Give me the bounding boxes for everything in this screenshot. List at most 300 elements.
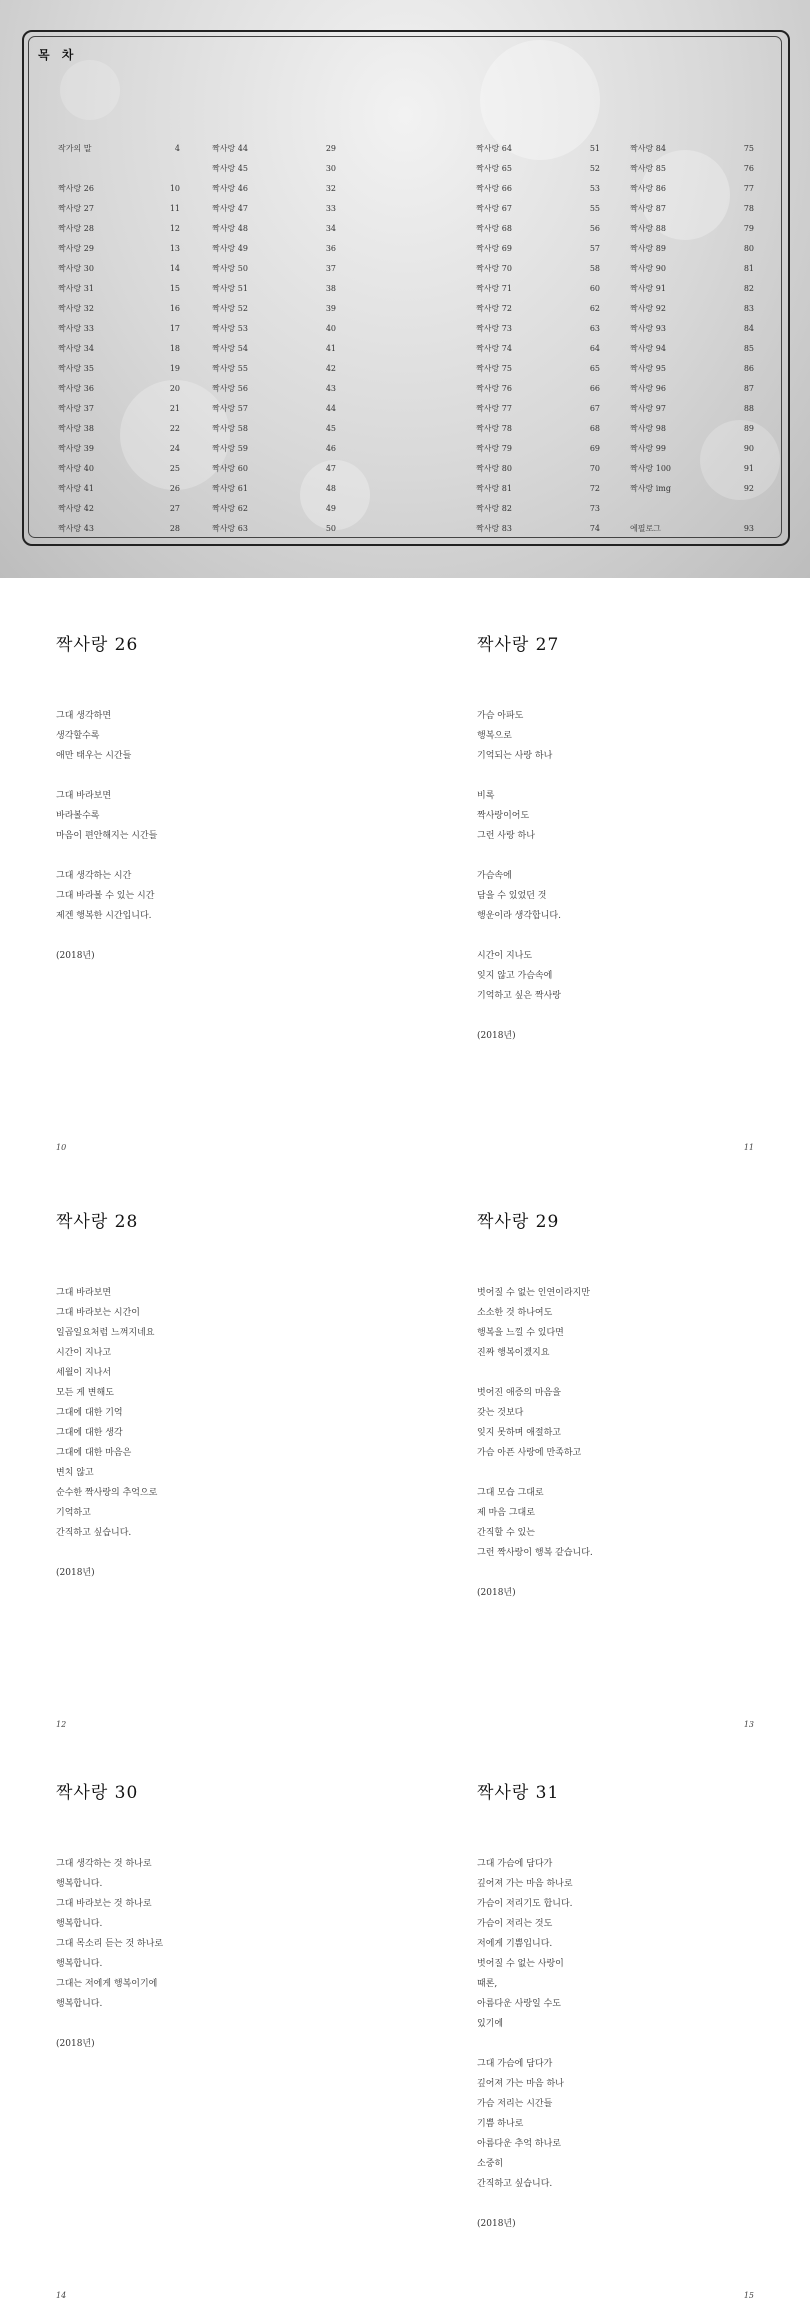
- stanza-break: [477, 766, 561, 786]
- toc-entry[interactable]: [476, 239, 600, 259]
- toc-entry[interactable]: [212, 399, 336, 419]
- toc-entry-page: 10: [169, 184, 180, 193]
- toc-entry-page: 49: [325, 504, 336, 513]
- toc-entry-title: 짝사랑 37: [58, 404, 94, 413]
- poem-line: 그대 바라볼 수 있는 시간: [56, 891, 155, 901]
- toc-entry-title: 짝사랑 98: [630, 424, 666, 433]
- toc-entry-page: 86: [743, 364, 754, 373]
- toc-entry-title: 짝사랑 60: [212, 464, 248, 473]
- toc-entry[interactable]: [212, 239, 336, 259]
- toc-entry-title: 짝사랑 61: [212, 484, 248, 493]
- toc-entry[interactable]: [58, 459, 180, 479]
- toc-entry-page: 12: [169, 224, 180, 233]
- toc-entry-page: 63: [589, 324, 600, 333]
- toc-entry[interactable]: [476, 519, 600, 539]
- toc-entry[interactable]: [476, 139, 600, 159]
- toc-entry[interactable]: [58, 279, 180, 299]
- toc-entry[interactable]: [476, 299, 600, 319]
- book-page: [0, 578, 405, 1152]
- toc-entry-title: 짝사랑 48: [212, 224, 248, 233]
- poem-line: 벗어질 수 없는 사랑이: [477, 1959, 564, 1969]
- stanza-break: [56, 2014, 163, 2034]
- toc-entry-page: 37: [325, 264, 336, 273]
- poem-line: 벗어질 수 없는 인연이라지만: [477, 1288, 590, 1298]
- toc-entry-page: 32: [325, 184, 336, 193]
- toc-entry-page: 75: [743, 144, 754, 153]
- poem-line: 그대에 대한 기억: [56, 1408, 123, 1418]
- toc-entry[interactable]: [476, 279, 600, 299]
- toc-entry[interactable]: [58, 339, 180, 359]
- toc-entry[interactable]: [476, 439, 600, 459]
- poem-line: (2018년): [477, 2219, 516, 2229]
- toc-entry-title: 짝사랑 85: [630, 164, 666, 173]
- toc-entry-title: 짝사랑 26: [58, 184, 94, 193]
- toc-entry[interactable]: [630, 299, 754, 319]
- toc-entry[interactable]: [476, 379, 600, 399]
- toc-entry-page: 70: [589, 464, 600, 473]
- toc-entry-title: 짝사랑 91: [630, 284, 666, 293]
- poem-line: 가슴 저리는 시간들: [477, 2099, 553, 2109]
- poem-line: 소소한 것 하나여도: [477, 1308, 553, 1318]
- toc-entry[interactable]: [212, 519, 336, 539]
- poem-title: 짝사랑 28: [56, 1212, 139, 1232]
- poem-line: 간직하고 싶습니다.: [477, 2179, 553, 2189]
- poem-line: (2018년): [56, 951, 95, 961]
- toc-entry-title: 짝사랑 44: [212, 144, 248, 153]
- stanza-break: [477, 926, 561, 946]
- toc-entry-title: 짝사랑 53: [212, 324, 248, 333]
- toc-entry[interactable]: [212, 419, 336, 439]
- toc-entry[interactable]: [212, 339, 336, 359]
- toc-entry-page: 25: [169, 464, 180, 473]
- poem-line: 깊어져 가는 마음 하나로: [477, 1879, 573, 1889]
- poem-title: 짝사랑 27: [477, 635, 560, 655]
- stanza-break: [56, 766, 157, 786]
- toc-entry-page: 83: [743, 304, 754, 313]
- toc-entry-page: 68: [589, 424, 600, 433]
- toc-entry-page: 67: [589, 404, 600, 413]
- toc-entry-page: 74: [589, 524, 600, 533]
- toc-column: [630, 139, 754, 539]
- toc-entry-title: 짝사랑 41: [58, 484, 94, 493]
- toc-entry-page: 19: [169, 364, 180, 373]
- toc-entry-title: 짝사랑 27: [58, 204, 94, 213]
- toc-entry-page: 20: [169, 384, 180, 393]
- toc-entry[interactable]: [58, 179, 180, 199]
- toc-entry[interactable]: [476, 339, 600, 359]
- poem-line: 그대에 대한 마음은: [56, 1448, 132, 1458]
- toc-entry[interactable]: [630, 319, 754, 339]
- book-page: [405, 1726, 810, 2300]
- poem-line: 저에게 기쁨입니다.: [477, 1939, 553, 1949]
- stanza-break: [477, 846, 561, 866]
- page-number: 10: [56, 1143, 67, 1152]
- toc-entry[interactable]: [630, 179, 754, 199]
- poem-line: 제 마음 그대로: [477, 1508, 535, 1518]
- book-page: [405, 578, 810, 1152]
- toc-entry-page: 53: [589, 184, 600, 193]
- toc-entry[interactable]: [476, 179, 600, 199]
- toc-entry[interactable]: [476, 159, 600, 179]
- toc-entry[interactable]: [630, 259, 754, 279]
- toc-entry-page: 50: [325, 524, 336, 533]
- toc-entry-title: 짝사랑 33: [58, 324, 94, 333]
- toc-entry-page: 91: [743, 464, 754, 473]
- toc-entry[interactable]: [212, 199, 336, 219]
- toc-entry-page: 30: [325, 164, 336, 173]
- toc-entry-page: 82: [743, 284, 754, 293]
- toc-entry-title: 짝사랑 50: [212, 264, 248, 273]
- toc-entry[interactable]: [58, 359, 180, 379]
- toc-entry-title: 짝사랑 83: [476, 524, 512, 533]
- toc-entry[interactable]: [58, 319, 180, 339]
- poem-line: 행복으로: [477, 731, 512, 741]
- poem-line: 행복합니다.: [56, 1879, 103, 1889]
- toc-entry-title: 짝사랑 79: [476, 444, 512, 453]
- toc-entry-title: 짝사랑 63: [212, 524, 248, 533]
- book-page: [0, 1155, 405, 1729]
- toc-entry[interactable]: [212, 279, 336, 299]
- toc-entry-title: 짝사랑 28: [58, 224, 94, 233]
- toc-entry[interactable]: [630, 339, 754, 359]
- toc-entry-title: 짝사랑 87: [630, 204, 666, 213]
- toc-entry[interactable]: [630, 219, 754, 239]
- toc-entry-page: 65: [589, 364, 600, 373]
- book-page: [405, 1155, 810, 1729]
- toc-entry-page: 42: [325, 364, 336, 373]
- poem-line: 소중히: [477, 2159, 504, 2169]
- poem-line: 시간이 지나고: [56, 1348, 112, 1358]
- toc-entry-page: 80: [743, 244, 754, 253]
- stanza-break: [477, 1463, 593, 1483]
- poem-line: 그대 바라보면: [56, 1288, 112, 1298]
- poem-body: [477, 1854, 573, 2234]
- toc-entry[interactable]: [58, 219, 180, 239]
- poem-line: 잊지 않고 가슴속에: [477, 971, 553, 981]
- toc-entry[interactable]: [630, 439, 754, 459]
- toc-entry-page: 90: [743, 444, 754, 453]
- poem-title: 짝사랑 29: [477, 1212, 560, 1232]
- toc-entry[interactable]: [58, 519, 180, 539]
- toc-entry-title: 짝사랑 38: [58, 424, 94, 433]
- poem-line: 가슴이 저리는 것도: [477, 1919, 553, 1929]
- toc-entry-page: 4: [174, 144, 180, 153]
- poem-line: 때론,: [477, 1979, 498, 1989]
- toc-entry-page: 73: [589, 504, 600, 513]
- poem-line: 그대 생각하면: [56, 711, 112, 721]
- toc-entry-page: 38: [325, 284, 336, 293]
- toc-entry-page: 51: [589, 144, 600, 153]
- poem-line: 모든 게 변해도: [56, 1388, 114, 1398]
- toc-entry-title: 짝사랑 img: [630, 484, 671, 493]
- toc-entry[interactable]: [212, 319, 336, 339]
- poem-line: 변치 않고: [56, 1468, 94, 1478]
- page-number: 11: [743, 1143, 754, 1152]
- toc-entry-title: 짝사랑 86: [630, 184, 666, 193]
- toc-entry-page: 77: [743, 184, 754, 193]
- toc-entry-page: 45: [325, 424, 336, 433]
- toc-entry[interactable]: [58, 419, 180, 439]
- poem-line: 갖는 것보다: [477, 1408, 524, 1418]
- toc-entry-title: 짝사랑 51: [212, 284, 248, 293]
- poem-line: 그대에 대한 생각: [56, 1428, 123, 1438]
- toc-entry-title: 짝사랑 59: [212, 444, 248, 453]
- toc-entry-title: 짝사랑 47: [212, 204, 248, 213]
- toc-entry[interactable]: [212, 359, 336, 379]
- poem-line: 행복을 느낄 수 있다면: [477, 1328, 564, 1338]
- toc-entry[interactable]: [212, 219, 336, 239]
- poem-line: 생각할수록: [56, 731, 100, 741]
- toc-entry-page: 66: [589, 384, 600, 393]
- toc-entry-title: 짝사랑 36: [58, 384, 94, 393]
- poem-line: 짝사랑이어도: [477, 811, 530, 821]
- poem-line: 기억하고 싶은 짝사랑: [477, 991, 561, 1001]
- toc-entry[interactable]: [476, 219, 600, 239]
- toc-entry[interactable]: [476, 359, 600, 379]
- poem-line: 그런 짝사랑이 행복 같습니다.: [477, 1548, 593, 1558]
- toc-entry-title: 짝사랑 89: [630, 244, 666, 253]
- poem-line: 간직하고 싶습니다.: [56, 1528, 132, 1538]
- toc-entry-page: 16: [169, 304, 180, 313]
- toc-entry-page: 26: [169, 484, 180, 493]
- toc-entry-page: 60: [589, 284, 600, 293]
- poem-body: [56, 1283, 157, 1583]
- stanza-break: [477, 2034, 573, 2054]
- toc-entry-page: 29: [325, 144, 336, 153]
- toc-entry-page: 17: [169, 324, 180, 333]
- toc-entry-title: 에필로그: [630, 524, 661, 533]
- poem-line: 기억하고: [56, 1508, 91, 1518]
- poem-body: [56, 706, 157, 966]
- toc-entry-title: 짝사랑 55: [212, 364, 248, 373]
- toc-entry[interactable]: [58, 139, 180, 159]
- toc-entry-page: 76: [743, 164, 754, 173]
- toc-entry-title: 짝사랑 72: [476, 304, 512, 313]
- poem-line: 시간이 지나도: [477, 951, 533, 961]
- toc-entry[interactable]: [476, 319, 600, 339]
- toc-entry-page: 15: [169, 284, 180, 293]
- toc-entry-page: 57: [589, 244, 600, 253]
- toc-entry-title: 짝사랑 67: [476, 204, 512, 213]
- toc-entry-page: 69: [589, 444, 600, 453]
- toc-entry-title: 짝사랑 88: [630, 224, 666, 233]
- poem-line: 담을 수 있었던 것: [477, 891, 547, 901]
- toc-entry[interactable]: [212, 299, 336, 319]
- toc-column: [476, 139, 600, 539]
- page-number: 14: [56, 2291, 67, 2300]
- toc-entry[interactable]: [476, 479, 600, 499]
- toc-entry[interactable]: [58, 239, 180, 259]
- stanza-break: [477, 1006, 561, 1026]
- toc-entry-title: 짝사랑 82: [476, 504, 512, 513]
- poem-line: 행복합니다.: [56, 1959, 103, 1969]
- toc-entry[interactable]: [58, 439, 180, 459]
- toc-entry-page: 36: [325, 244, 336, 253]
- toc-entry[interactable]: [630, 519, 754, 539]
- toc-entry[interactable]: [212, 179, 336, 199]
- toc-entry-page: 43: [325, 384, 336, 393]
- toc-entry-title: 짝사랑 73: [476, 324, 512, 333]
- toc-entry[interactable]: [212, 439, 336, 459]
- toc-entry[interactable]: [630, 419, 754, 439]
- toc-entry[interactable]: [58, 399, 180, 419]
- toc-entry[interactable]: [630, 239, 754, 259]
- stanza-break: [477, 1563, 593, 1583]
- toc-entry-page: 40: [325, 324, 336, 333]
- toc-entry-title: 짝사랑 77: [476, 404, 512, 413]
- toc-entry-title: 짝사랑 56: [212, 384, 248, 393]
- toc-entry-page: 48: [325, 484, 336, 493]
- toc-entry-title: 짝사랑 76: [476, 384, 512, 393]
- toc-entry-title: 짝사랑 35: [58, 364, 94, 373]
- toc-entry[interactable]: [212, 499, 336, 519]
- poem-line: 일곱일요처럼 느껴지네요: [56, 1328, 155, 1338]
- toc-entry[interactable]: [476, 459, 600, 479]
- poem-line: 그대 생각하는 것 하나로: [56, 1859, 152, 1869]
- poem-line: 그대는 저에게 행복이기에: [56, 1979, 158, 1989]
- toc-entry-title: 짝사랑 78: [476, 424, 512, 433]
- toc-entry-page: 88: [743, 404, 754, 413]
- toc-entry-page: 46: [325, 444, 336, 453]
- toc-entry-page: 84: [743, 324, 754, 333]
- toc-entry-title: 짝사랑 70: [476, 264, 512, 273]
- poem-line: 제겐 행복한 시간입니다.: [56, 911, 152, 921]
- toc-entry[interactable]: [212, 159, 336, 179]
- toc-entry-title: 짝사랑 45: [212, 164, 248, 173]
- toc-entry-page: 27: [169, 504, 180, 513]
- toc-entry[interactable]: [630, 199, 754, 219]
- table-of-contents-banner: [0, 0, 810, 578]
- toc-entry[interactable]: [630, 139, 754, 159]
- poem-line: 그대 가슴에 담다가: [477, 2059, 553, 2069]
- poem-line: (2018년): [56, 1568, 95, 1578]
- toc-entry[interactable]: [630, 399, 754, 419]
- toc-entry[interactable]: [630, 459, 754, 479]
- toc-entry[interactable]: [212, 259, 336, 279]
- toc-entry-title: 짝사랑 95: [630, 364, 666, 373]
- toc-entry[interactable]: [58, 379, 180, 399]
- toc-entry[interactable]: [58, 479, 180, 499]
- toc-entry-title: 짝사랑 54: [212, 344, 248, 353]
- toc-entry-title: 짝사랑 96: [630, 384, 666, 393]
- toc-entry[interactable]: [476, 499, 600, 519]
- toc-entry-page: 33: [325, 204, 336, 213]
- toc-entry-page: 13: [169, 244, 180, 253]
- toc-entry-page: 56: [589, 224, 600, 233]
- poem-line: 세월이 지나서: [56, 1368, 112, 1378]
- toc-entry-title: 짝사랑 75: [476, 364, 512, 373]
- poem-line: 깊어져 가는 마음 하나: [477, 2079, 564, 2089]
- poem-line: 가슴속에: [477, 871, 512, 881]
- poem-line: 가슴이 저리기도 합니다.: [477, 1899, 573, 1909]
- poem-line: 아름다운 추억 하나로: [477, 2139, 561, 2149]
- toc-entry-title: 짝사랑 68: [476, 224, 512, 233]
- toc-entry-page: 22: [169, 424, 180, 433]
- poem-line: 잊지 못하며 애절하고: [477, 1428, 561, 1438]
- toc-entry-title: 짝사랑 97: [630, 404, 666, 413]
- toc-entry-page: 41: [325, 344, 336, 353]
- toc-entry-title: 짝사랑 71: [476, 284, 512, 293]
- toc-entry[interactable]: [58, 199, 180, 219]
- toc-entry[interactable]: [476, 399, 600, 419]
- toc-entry-page: 18: [169, 344, 180, 353]
- page-number: 12: [56, 1720, 67, 1729]
- toc-entry-title: 짝사랑 64: [476, 144, 512, 153]
- poem-body: [56, 1854, 163, 2054]
- toc-entry[interactable]: [58, 299, 180, 319]
- poem-line: 있기에: [477, 2019, 504, 2029]
- poem-title: 짝사랑 30: [56, 1783, 139, 1803]
- toc-entry[interactable]: [476, 199, 600, 219]
- toc-entry-page: 58: [589, 264, 600, 273]
- toc-entry[interactable]: [630, 379, 754, 399]
- poem-line: 벗어진 애증의 마음을: [477, 1388, 561, 1398]
- toc-entry-page: 21: [169, 404, 180, 413]
- toc-column: [212, 139, 336, 539]
- toc-entry[interactable]: [630, 359, 754, 379]
- toc-entry-title: 짝사랑 58: [212, 424, 248, 433]
- toc-entry[interactable]: [476, 419, 600, 439]
- poem-line: 그런 사랑 하나: [477, 831, 535, 841]
- poem-line: 그대 목소리 듣는 것 하나로: [56, 1939, 164, 1949]
- toc-entry-title: 짝사랑 74: [476, 344, 512, 353]
- toc-entry-page: 14: [169, 264, 180, 273]
- poem-line: 가슴 아픈 사랑에 만족하고: [477, 1448, 582, 1458]
- toc-entry[interactable]: [212, 459, 336, 479]
- stanza-break: [477, 2194, 573, 2214]
- poem-line: 그대 바라보면: [56, 791, 112, 801]
- toc-entry-title: 짝사랑 32: [58, 304, 94, 313]
- poem-line: 기쁨 하나로: [477, 2119, 524, 2129]
- poem-line: 그대 바라보는 것 하나로: [56, 1899, 152, 1909]
- toc-entry[interactable]: [212, 379, 336, 399]
- toc-entry-page: 89: [743, 424, 754, 433]
- poem-line: 간직할 수 있는: [477, 1528, 535, 1538]
- toc-column: [58, 139, 180, 539]
- poem-line: 애만 태우는 시간들: [56, 751, 132, 761]
- toc-entry-page: 34: [325, 224, 336, 233]
- toc-entry-page: 87: [743, 384, 754, 393]
- toc-entry[interactable]: [476, 259, 600, 279]
- toc-entry[interactable]: [212, 479, 336, 499]
- toc-entry[interactable]: [58, 259, 180, 279]
- poem-line: 바라볼수록: [56, 811, 100, 821]
- toc-entry-title: 짝사랑 93: [630, 324, 666, 333]
- toc-entry[interactable]: [630, 279, 754, 299]
- toc-entry-page: 39: [325, 304, 336, 313]
- toc-heading: 목 차: [38, 48, 78, 62]
- toc-entry-page: 62: [589, 304, 600, 313]
- toc-entry[interactable]: [630, 479, 754, 499]
- poem-line: 진짜 행복이겠지요: [477, 1348, 550, 1358]
- poem-line: 행복합니다.: [56, 1919, 103, 1929]
- toc-entry-page: 44: [325, 404, 336, 413]
- toc-entry-page: 79: [743, 224, 754, 233]
- toc-entry[interactable]: [58, 499, 180, 519]
- toc-entry-title: 짝사랑 100: [630, 464, 671, 473]
- toc-entry-page: 28: [169, 524, 180, 533]
- poem-line: (2018년): [477, 1031, 516, 1041]
- toc-entry[interactable]: [212, 139, 336, 159]
- poem-line: (2018년): [56, 2039, 95, 2049]
- toc-entry-page: 47: [325, 464, 336, 473]
- toc-entry-title: 짝사랑 62: [212, 504, 248, 513]
- toc-entry-page: 78: [743, 204, 754, 213]
- toc-entry-title: 짝사랑 43: [58, 524, 94, 533]
- toc-entry[interactable]: [630, 159, 754, 179]
- poem-line: 그대 생각하는 시간: [56, 871, 132, 881]
- poem-body: [477, 706, 561, 1046]
